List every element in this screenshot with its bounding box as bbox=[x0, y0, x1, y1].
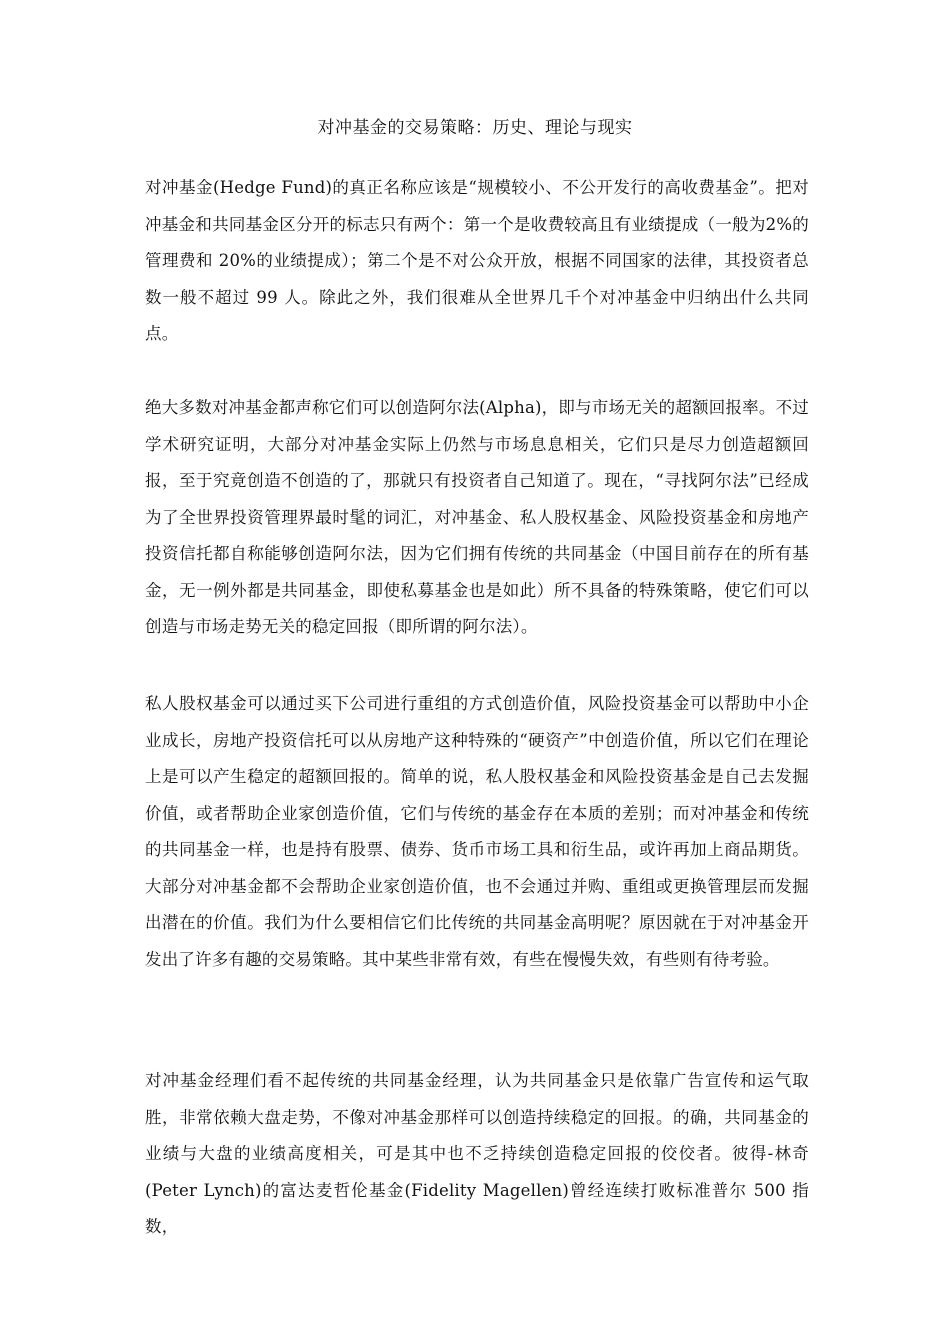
paragraph-4: 对冲基金经理们看不起传统的共同基金经理，认为共同基金只是依靠广告宣传和运气取胜，非常依赖大盘走势，不像对冲基金那样可以创造持续稳定的回报。的确，共同基金的业绩与大盘的业绩高度相关，可是其中也不乏持续创造稳定回报的佼佼者。彼得-林奇(Peter Lynch)的富达麦哲伦基金(Fidelity Magellen)曾经连续打败标准普尔 500 指数， bbox=[145, 1071, 809, 1236]
document-title: 对冲基金的交易策略：历史、理论与现实 bbox=[317, 118, 633, 138]
paragraph-2: 绝大多数对冲基金都声称它们可以创造阿尔法(Alpha)，即与市场无关的超额回报率。不过学术研究证明，大部分对冲基金实际上仍然与市场息息相关，它们只是尽力创造超额回报，至于究竟创造不创造的了，那就只有投资者自己知道了。现在，“寻找阿尔法”已经成为了全世界投资管理界最时髦的词汇，对冲基金、私人股权基金、风险投资基金和房地产投资信托都自称能够创造阿尔法，因为它们拥有传统的共同基金（中国目前存在的所有基金，无一例外都是共同基金，即使私募基金也是如此）所不具备的特殊策略，使它们可以创造与市场走势无关的稳定回报（即所谓的阿尔法）。 bbox=[145, 398, 809, 636]
paragraph-1: 对冲基金(Hedge Fund)的真正名称应该是“规模较小、不公开发行的高收费基金”。把对冲基金和共同基金区分开的标志只有两个：第一个是收费较高且有业绩提成（一般为2%的管理费和 20%的业绩提成）；第二个是不对公众开放，根据不同国家的法律，其投资者总数一般不超过 99 人。除此之外，我们很难从全世界几千个对冲基金中归纳出什么共同点。 bbox=[145, 178, 809, 343]
paragraph-3: 私人股权基金可以通过买下公司进行重组的方式创造价值，风险投资基金可以帮助中小企业成长，房地产投资信托可以从房地产这种特殊的“硬资产”中创造价值，所以它们在理论上是可以产生稳定的超额回报的。简单的说，私人股权基金和风险投资基金是自己去发掘价值，或者帮助企业家创造价值，它们与传统的基金存在本质的差别；而对冲基金和传统的共同基金一样，也是持有股票、债券、货币市场工具和衍生品，或许再加上商品期货。大部分对冲基金都不会帮助企业家创造价值，也不会通过并购、重组或更换管理层而发掘出潜在的价值。我们为什么要相信它们比传统的共同基金高明呢？原因就在于对冲基金开发出了许多有趣的交易策略。其中某些非常有效，有些在慢慢失效，有些则有待考验。 bbox=[145, 694, 809, 969]
